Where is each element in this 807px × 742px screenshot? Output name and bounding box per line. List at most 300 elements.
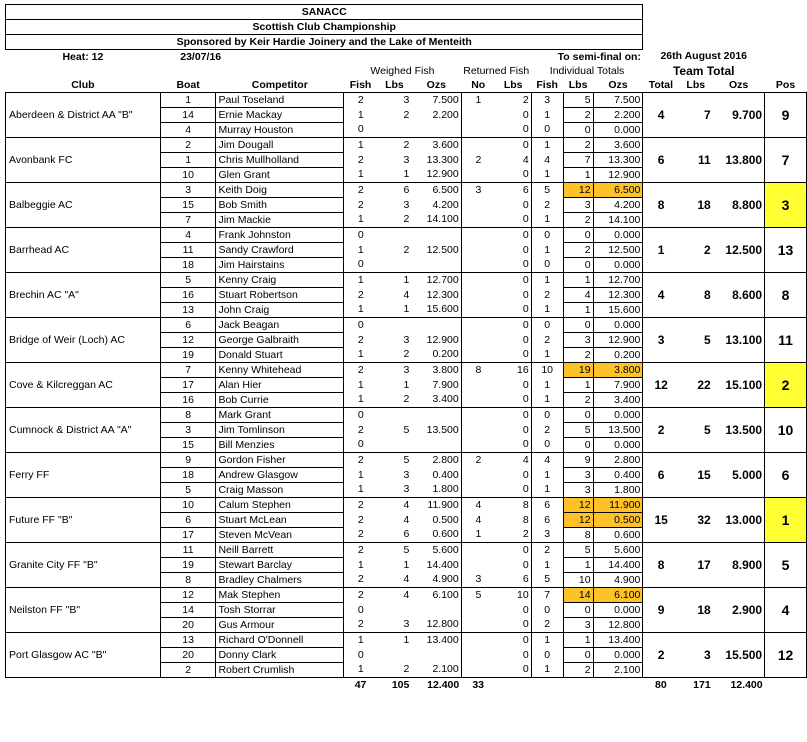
returned-no: 8: [461, 363, 495, 378]
weighed-lbs: 1: [378, 168, 412, 183]
individual-lbs: 0: [563, 123, 593, 138]
weighed-fish: 2: [344, 423, 378, 438]
competitor-name: John Craig: [216, 303, 344, 318]
boat-number: 13: [160, 633, 216, 648]
position-badge: 13: [765, 228, 807, 273]
weighed-ozs: 12.900: [411, 168, 461, 183]
individual-fish: 4: [531, 453, 563, 468]
weighed-fish: 1: [344, 558, 378, 573]
weighed-ozs: 7.500: [411, 93, 461, 108]
individual-ozs: 0.000: [593, 228, 643, 243]
weighed-ozs: 5.600: [411, 543, 461, 558]
team-lbs: 7: [679, 93, 713, 138]
returned-no: [461, 423, 495, 438]
weighed-fish: 2: [344, 153, 378, 168]
individual-ozs: 2.800: [593, 453, 643, 468]
individual-lbs: 1: [563, 303, 593, 318]
competitor-name: George Galbraith: [216, 333, 344, 348]
weighed-fish: 0: [344, 648, 378, 663]
individual-fish: 0: [531, 258, 563, 273]
weighed-fish: 0: [344, 438, 378, 453]
team-lbs: 2: [679, 228, 713, 273]
weighed-lbs: 1: [378, 633, 412, 648]
weighed-fish: 2: [344, 183, 378, 198]
weighed-lbs: 2: [378, 663, 412, 678]
position-badge: 10: [765, 408, 807, 453]
position-badge: 9: [765, 93, 807, 138]
col-competitor: Competitor: [216, 78, 344, 93]
weighed-fish: 1: [344, 633, 378, 648]
competitor-name: Donny Clark: [216, 648, 344, 663]
returned-lbs: 0: [495, 198, 531, 213]
weighed-fish: 2: [344, 543, 378, 558]
club-name: Brechin AC "A": [6, 273, 161, 318]
returned-no: [461, 618, 495, 633]
weighed-lbs: [378, 318, 412, 333]
returned-no: 2: [475, 153, 482, 166]
returned-no: [461, 603, 495, 618]
weighed-lbs: 4: [403, 288, 410, 301]
individual-fish: 5: [531, 573, 563, 588]
weighed-lbs: 1: [378, 303, 412, 318]
returned-no: [461, 243, 495, 258]
weighed-fish: 2: [344, 528, 378, 543]
individual-ozs: 7.900: [593, 378, 643, 393]
individual-lbs: 0: [563, 408, 593, 423]
returned-no: [461, 378, 495, 393]
returned-lbs: 0: [495, 618, 531, 633]
weighed-ozs: 13.300: [411, 153, 461, 168]
boat-number: 18: [160, 468, 216, 483]
weighed-fish: 2: [344, 288, 378, 303]
weighed-fish: 2: [344, 513, 378, 528]
heat-date: 23/07/16: [180, 50, 222, 63]
individual-ozs: 0.000: [593, 258, 643, 273]
weighed-fish: 1: [344, 378, 378, 393]
competitor-name: Bob Currie: [216, 393, 344, 408]
weighed-ozs: 7.900: [411, 378, 461, 393]
weighed-lbs: 2: [378, 138, 412, 153]
weighed-lbs: 5: [378, 453, 412, 468]
weighed-ozs: 11.900: [411, 498, 461, 513]
returned-no: 4: [461, 498, 495, 513]
boat-number: 13: [160, 303, 216, 318]
weighed-fish: 1: [344, 663, 378, 678]
grand-total-lbs: 105: [378, 678, 412, 693]
individual-fish: 0: [544, 648, 551, 661]
weighed-ozs: [411, 648, 461, 663]
returned-lbs: 0: [495, 438, 531, 453]
heat-label: Heat: 12: [62, 50, 104, 63]
team-total: 2: [643, 633, 679, 678]
individual-lbs: 3: [563, 333, 593, 348]
team-total: 6: [643, 453, 679, 498]
returned-lbs: 0: [495, 468, 531, 483]
competitor-name: Jim Dougall: [216, 138, 344, 153]
semi-final-label: To semi-final on:: [557, 50, 641, 63]
weighed-fish: 2: [344, 93, 378, 108]
individual-fish: 0: [531, 408, 563, 423]
returned-lbs: 0: [495, 483, 531, 498]
individual-lbs: 9: [563, 453, 593, 468]
returned-lbs: 0: [495, 633, 531, 648]
weighed-lbs: 2: [378, 393, 412, 408]
table-row: [6, 363, 807, 378]
individual-fish: 2: [544, 333, 551, 346]
weighed-lbs: 3: [403, 333, 410, 346]
competitor-name: Jim Tomlinson: [216, 423, 344, 438]
returned-no: [461, 468, 495, 483]
individual-ozs: 0.000: [593, 603, 643, 618]
weighed-ozs: 6.100: [411, 588, 461, 603]
returned-no: 4: [475, 513, 482, 526]
club-results: [6, 93, 807, 678]
returned-lbs: 0: [495, 663, 531, 678]
col-ozs: Ozs: [411, 78, 461, 93]
grand-total-ozs: 12.400: [411, 678, 461, 693]
weighed-ozs: 3.400: [411, 393, 461, 408]
position-badge: 11: [765, 318, 807, 363]
boat-number: 18: [160, 258, 216, 273]
weighed-ozs: [411, 603, 461, 618]
individual-fish: 0: [531, 438, 563, 453]
team-ozs: 12.500: [713, 228, 765, 273]
competitor-name: Stuart Robertson: [216, 288, 344, 303]
returned-no: [461, 648, 495, 663]
individual-fish: 1: [531, 633, 563, 648]
team-total: 8: [643, 183, 679, 228]
boat-number: 2: [160, 663, 216, 678]
weighed-ozs: 3.800: [411, 363, 461, 378]
individual-fish: 3: [531, 528, 563, 543]
returned-lbs: 0: [495, 258, 531, 273]
table-row: [6, 543, 807, 558]
team-total: 6: [643, 138, 679, 183]
col-ind-fish: Fish: [531, 78, 563, 93]
individual-fish: 2: [531, 618, 563, 633]
returned-lbs: 8: [495, 498, 531, 513]
individual-ozs: 13.500: [593, 423, 643, 438]
returned-lbs: 4: [495, 453, 531, 468]
position-badge: 6: [765, 453, 807, 498]
individual-lbs: 3: [563, 198, 593, 213]
competitor-name: Mak Stephen: [216, 588, 344, 603]
weighed-fish: 0: [344, 258, 378, 273]
individual-lbs: 0: [563, 438, 593, 453]
individual-lbs: 19: [563, 363, 593, 378]
weighed-lbs: 6: [378, 183, 412, 198]
individual-lbs: 2: [563, 243, 593, 258]
competitor-name: Gordon Fisher: [216, 453, 344, 468]
competitor-name: Robert Crumlish: [216, 663, 344, 678]
boat-number: 8: [160, 573, 216, 588]
competitor-name: Frank Johnston: [216, 228, 344, 243]
weighed-fish: 2: [344, 198, 378, 213]
table-row: [6, 498, 807, 513]
returned-no: [461, 258, 495, 273]
weighed-lbs: 4: [378, 573, 412, 588]
returned-lbs: 0: [495, 378, 531, 393]
boat-number: 15: [160, 438, 216, 453]
returned-no: [461, 138, 495, 153]
individual-lbs: 2: [563, 108, 593, 123]
position-badge: 2: [765, 363, 807, 408]
individual-lbs: 3: [563, 618, 593, 633]
individual-ozs: 13.400: [593, 633, 643, 648]
individual-lbs: 2: [563, 393, 593, 408]
returned-lbs: 0: [495, 228, 531, 243]
team-ozs: 13.100: [713, 318, 765, 363]
org-title: SANACC: [6, 5, 643, 20]
individual-lbs: 5: [563, 93, 593, 108]
competitor-name: Kenny Craig: [216, 273, 344, 288]
club-name: Bridge of Weir (Loch) AC: [6, 318, 161, 363]
table-row: [6, 93, 807, 108]
returned-lbs: 0: [495, 333, 531, 348]
individual-lbs: 1: [563, 168, 593, 183]
individual-lbs: 2: [563, 663, 593, 678]
weighed-lbs: [378, 228, 412, 243]
individual-ozs: 0.600: [593, 528, 643, 543]
individual-fish: 0: [544, 603, 551, 616]
team-total: 3: [643, 318, 679, 363]
returned-lbs: 6: [495, 183, 531, 198]
individual-fish: 10: [531, 363, 563, 378]
weighed-fish: 2: [344, 588, 378, 603]
returned-lbs: 0: [495, 273, 531, 288]
individual-lbs: 0: [563, 603, 593, 618]
grand-total-fish: 47: [344, 678, 378, 693]
returned-fish-header: Returned Fish: [463, 64, 530, 77]
weighed-lbs: 2: [378, 213, 412, 228]
club-name: Neilston FF "B": [6, 588, 161, 633]
returned-lbs: 0: [495, 603, 531, 618]
weighed-ozs: 0.500: [411, 513, 461, 528]
weighed-fish: 2: [344, 333, 378, 348]
individual-ozs: 0.000: [593, 438, 643, 453]
competitor-name: Ernie Mackay: [216, 108, 344, 123]
team-lbs: 22: [679, 363, 713, 408]
weighed-ozs: 1.800: [411, 483, 461, 498]
weighed-lbs: [378, 123, 412, 138]
competitor-name: Tosh Storrar: [216, 603, 344, 618]
boat-number: 17: [160, 528, 216, 543]
individual-ozs: 6.100: [593, 588, 643, 603]
returned-lbs: 0: [495, 558, 531, 573]
club-name: Port Glasgow AC "B": [6, 633, 161, 678]
team-ozs: 2.900: [713, 588, 765, 633]
individual-ozs: 0.500: [593, 513, 643, 528]
individual-fish: 1: [544, 378, 551, 391]
individual-lbs: 1: [563, 558, 593, 573]
individual-ozs: 6.500: [593, 183, 643, 198]
competitor-name: Bill Menzies: [216, 438, 344, 453]
boat-number: 4: [160, 228, 216, 243]
position-badge: 1: [765, 498, 807, 543]
club-name: Future FF "B": [6, 498, 161, 543]
weighed-fish: 0: [344, 603, 378, 618]
individual-lbs: 3: [563, 483, 593, 498]
individual-lbs: 4: [563, 288, 593, 303]
boat-number: 19: [160, 348, 216, 363]
competitor-name: Murray Houston: [216, 123, 344, 138]
table-row: [6, 318, 807, 333]
table-row: [6, 588, 807, 603]
weighed-lbs: 4: [378, 498, 412, 513]
position-badge: 7: [765, 138, 807, 183]
team-lbs: 18: [679, 588, 713, 633]
individual-fish: 1: [531, 483, 563, 498]
weighed-lbs: [378, 438, 412, 453]
boat-number: 15: [160, 198, 216, 213]
individual-ozs: 14.100: [593, 213, 643, 228]
individual-fish: 1: [531, 168, 563, 183]
returned-lbs: 0: [495, 288, 531, 303]
individual-ozs: 0.000: [593, 408, 643, 423]
weighed-ozs: [411, 228, 461, 243]
col-total: Total: [643, 78, 679, 93]
weighed-lbs: [378, 258, 412, 273]
team-ozs: 15.500: [713, 633, 765, 678]
col-fish: Fish: [344, 78, 378, 93]
team-ozs: 5.000: [713, 453, 765, 498]
weighed-fish: 1: [344, 303, 378, 318]
team-ozs: 9.700: [713, 93, 765, 138]
individual-fish: 1: [531, 663, 563, 678]
position-badge: 8: [765, 273, 807, 318]
returned-no: [461, 318, 495, 333]
table-row: [6, 408, 807, 423]
boat-number: 20: [160, 648, 216, 663]
returned-no: [461, 483, 495, 498]
boat-number: 12: [160, 588, 216, 603]
boat-number: 2: [160, 138, 216, 153]
individual-fish: 0: [531, 318, 563, 333]
weighed-ozs: 12.800: [411, 618, 461, 633]
weighed-fish: 1: [344, 273, 378, 288]
returned-lbs: 0: [495, 138, 531, 153]
individual-lbs: 7: [563, 153, 593, 168]
results-table: [5, 4, 807, 692]
boat-number: 11: [160, 543, 216, 558]
club-name: Balbeggie AC: [6, 183, 161, 228]
returned-lbs: 0: [495, 123, 531, 138]
col-ind-lbs: Lbs: [563, 78, 593, 93]
weighed-ozs: 14.400: [411, 558, 461, 573]
team-total: 2: [643, 408, 679, 453]
table-row: [6, 633, 807, 648]
team-total: 15: [643, 498, 679, 543]
weighed-ozs: 0.400: [411, 468, 461, 483]
individual-ozs: 0.000: [593, 648, 643, 663]
competitor-name: Alan Hier: [216, 378, 344, 393]
team-total: 9: [643, 588, 679, 633]
competitor-name: Bradley Chalmers: [216, 573, 344, 588]
grand-team-total: 80: [643, 678, 679, 693]
position-badge: 3: [765, 183, 807, 228]
individual-ozs: 12.700: [593, 273, 643, 288]
team-lbs: 15: [679, 453, 713, 498]
individual-lbs: 2: [563, 348, 593, 363]
individual-lbs: 3: [563, 468, 593, 483]
competitor-name: Bob Smith: [216, 198, 344, 213]
table-row: [6, 228, 807, 243]
col-boat: Boat: [160, 78, 216, 93]
competitor-name: Jack Beagan: [216, 318, 344, 333]
returned-no: [461, 108, 495, 123]
competitor-name: Kenny Whitehead: [216, 363, 344, 378]
weighed-fish: 1: [344, 468, 378, 483]
competitor-name: Paul Toseland: [216, 93, 344, 108]
returned-lbs: 0: [495, 303, 531, 318]
individual-ozs: 12.800: [593, 618, 643, 633]
club-name: Barrhead AC: [6, 228, 161, 273]
weighed-ozs: 4.900: [411, 573, 461, 588]
weighed-lbs: 2: [403, 108, 410, 121]
weighed-lbs: 1: [403, 558, 410, 571]
returned-no: [461, 558, 495, 573]
returned-lbs: 0: [495, 393, 531, 408]
weighed-lbs: [378, 648, 412, 663]
club-name: Granite City FF "B": [6, 543, 161, 588]
individual-fish: 1: [531, 348, 563, 363]
individual-lbs: 2: [563, 213, 593, 228]
grand-team-lbs: 171: [679, 678, 713, 693]
returned-no: 1: [461, 528, 495, 543]
club-name: Cumnock & District AA "A": [6, 408, 161, 453]
individual-ozs: 3.600: [593, 138, 643, 153]
col-team-lbs: Lbs: [679, 78, 713, 93]
weighed-ozs: 4.200: [411, 198, 461, 213]
returned-lbs: 6: [495, 573, 531, 588]
weighed-fish: 2: [344, 618, 378, 633]
competitor-name: Sandy Crawford: [216, 243, 344, 258]
individual-ozs: 15.600: [593, 303, 643, 318]
position-badge: 12: [765, 633, 807, 678]
individual-lbs: 12: [563, 513, 593, 528]
weighed-ozs: 12.500: [411, 243, 461, 258]
returned-lbs: 8: [495, 513, 531, 528]
individual-ozs: 0.200: [593, 348, 643, 363]
weighed-ozs: [411, 408, 461, 423]
weighed-fish: 2: [344, 573, 378, 588]
individual-ozs: 0.000: [593, 318, 643, 333]
team-lbs: 8: [679, 273, 713, 318]
team-ozs: 13.500: [713, 408, 765, 453]
individual-ozs: 12.900: [593, 168, 643, 183]
returned-lbs: 2: [495, 528, 531, 543]
returned-lbs: 0: [495, 648, 531, 663]
individual-ozs: 4.200: [593, 198, 643, 213]
individual-fish: 1: [531, 213, 563, 228]
weighed-ozs: 13.500: [411, 423, 461, 438]
col-pos: Pos: [775, 78, 796, 91]
boat-number: 6: [160, 318, 216, 333]
col-ind-ozs: Ozs: [593, 78, 643, 93]
grand-total-returned: 33: [461, 678, 495, 693]
competitor-name: Stewart Barclay: [216, 558, 344, 573]
col-club: Club: [6, 78, 161, 93]
weighed-ozs: 3.600: [411, 138, 461, 153]
returned-no: [461, 333, 495, 348]
individual-fish: 1: [544, 468, 551, 481]
position-badge: 4: [765, 588, 807, 633]
team-total: 8: [643, 543, 679, 588]
individual-ozs: 3.800: [593, 363, 643, 378]
team-ozs: 8.800: [713, 183, 765, 228]
weighed-ozs: 13.400: [411, 633, 461, 648]
weighed-ozs: 12.300: [411, 288, 461, 303]
